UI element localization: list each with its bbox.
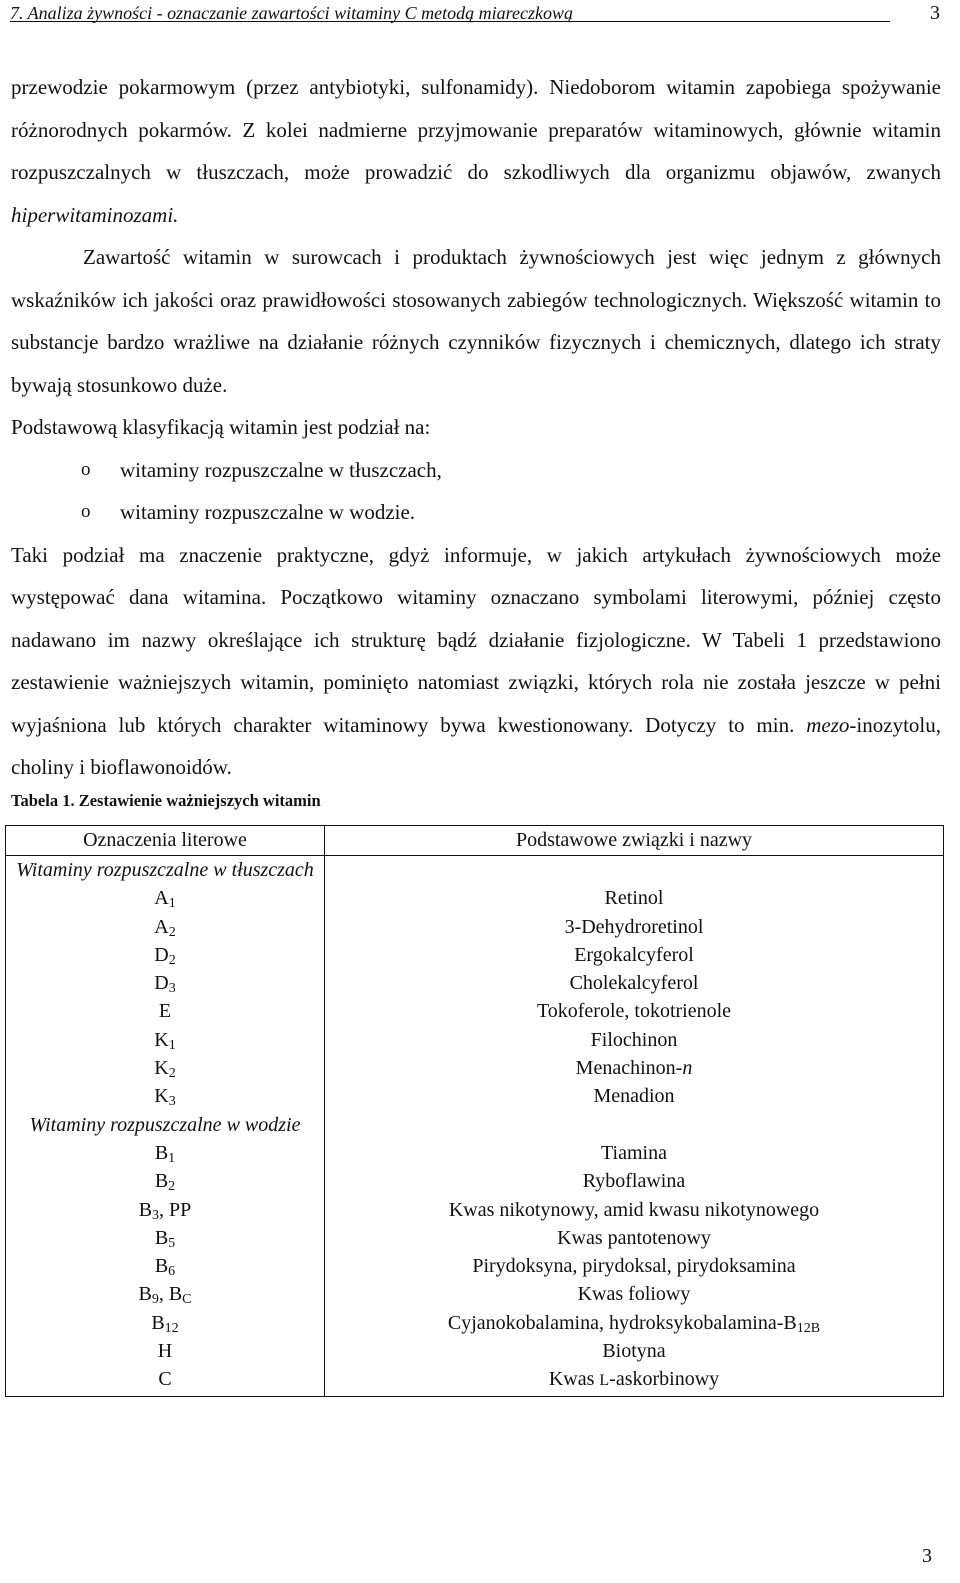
vitamin-name: Cyjanokobalamina, hydroksykobalamina-B [447, 1311, 797, 1334]
header-rule [10, 21, 890, 22]
table-row [6, 969, 944, 997]
paragraph-3: Podstawową klasyfikacją witamin jest podział na: [11, 415, 431, 439]
footer-page-number: 3 [922, 1545, 932, 1567]
vitamin-letter-cell [6, 1139, 325, 1167]
vitamin-name: 3-Dehydroretinol [564, 915, 704, 938]
table-body [6, 856, 944, 1397]
vitamin-letter: B [154, 1255, 169, 1278]
vitamin-subscript: 3 [168, 981, 176, 997]
vitamin-subscript: 1 [168, 1150, 176, 1166]
vitamin-subscript: 1 [168, 896, 176, 912]
vitamin-name-suffix: -askorbinowy [609, 1368, 720, 1391]
vitamin-letter: B [154, 1226, 169, 1249]
vitamin-name: Ryboflawina [582, 1170, 686, 1193]
vitamin-letter: B [138, 1283, 152, 1306]
table-row [6, 941, 944, 969]
vitamin-letter-cell [6, 1252, 325, 1280]
vitamin-subscript: 2 [168, 1179, 176, 1195]
vitamin-letter: B [154, 1170, 169, 1193]
col1-header: Oznaczenia literowe [6, 826, 325, 856]
vitamin-name: Pirydoksyna, pirydoksal, pirydoksamina [472, 1255, 796, 1278]
vitamin-letter: K [154, 1057, 169, 1080]
vitamin-subscript: C [182, 1292, 192, 1308]
table-row [6, 1082, 944, 1110]
table-row [6, 1280, 944, 1308]
table-row [6, 913, 944, 941]
vitamin-name-cell [325, 1365, 944, 1396]
vitamin-name-cell [325, 997, 944, 1025]
vitamin-letter-cell [6, 1224, 325, 1252]
vitamin-letter-cell [6, 1365, 325, 1396]
table-row [6, 997, 944, 1025]
vitamin-name-cell [325, 1196, 944, 1224]
vitamin-name-subscript: 12B [796, 1320, 821, 1336]
vitamin-name: Cholekalcyferol [569, 972, 699, 995]
vitamin-letter-cell [6, 997, 325, 1025]
vitamin-name: Filochinon [590, 1028, 678, 1051]
vitamin-letter: K [154, 1028, 169, 1051]
vitamin-letter: D [154, 972, 169, 995]
vitamin-name-cell [325, 1167, 944, 1195]
body-text [11, 66, 941, 789]
vitamin-name: Kwas [548, 1368, 600, 1391]
vitamin-name-cell [325, 941, 944, 969]
vitamin-letter-suffix: , B [158, 1283, 183, 1306]
vitamin-letter: B [138, 1198, 153, 1221]
classification-list [11, 449, 941, 534]
paragraph-4: Taki podział ma znaczenie praktyczne, gdyż informuje, w jakich artykułach żywnościowych może występować dana witamina. Początkowo witaminy oznaczano symbolami literowymi, później często nadawano im nazwy określające ich strukturę bądź działanie fizjologiczne. W Tabeli 1 przedstawiono zestawienie ważniejszych witamin, pominięto natomiast związki, których rola nie została jeszcze w pełni wyjaśniona lub których charakter witaminowy bywa kwestionowany. Dotyczy to min. mezo-inozytolu, choliny i bioflawonoidów. [11, 542, 941, 779]
vitamin-name-cell [325, 1280, 944, 1308]
vitamins-table [5, 825, 944, 1397]
vitamin-letter-cell [6, 1026, 325, 1054]
vitamin-subscript: 2 [168, 924, 176, 940]
vitamin-name-cell [325, 913, 944, 941]
vitamin-letter: B [151, 1311, 165, 1334]
table-row [6, 884, 944, 912]
table-caption: Tabela 1. Zestawienie ważniejszych witamin [11, 791, 321, 810]
table-row [6, 1026, 944, 1054]
table-row [6, 1167, 944, 1195]
table-row [6, 1196, 944, 1224]
vitamin-letter: A [154, 915, 169, 938]
vitamin-letter-cell [6, 1054, 325, 1082]
vitamin-name-italic: n [682, 1057, 693, 1080]
vitamin-name-cell [325, 969, 944, 997]
group-row [6, 1111, 944, 1139]
vitamin-name: Tiamina [601, 1141, 667, 1164]
table-row [6, 1337, 944, 1365]
list-item: o witaminy rozpuszczalne w wodzie. [11, 491, 941, 534]
vitamin-letter-cell [6, 1309, 325, 1337]
vitamin-letter-cell [6, 884, 325, 912]
vitamin-name: Retinol [604, 887, 664, 910]
vitamin-letter-cell [6, 1082, 325, 1110]
vitamin-name-smallcaps: L [599, 1372, 610, 1390]
vitamin-letter: C [158, 1368, 172, 1391]
vitamin-name-cell [325, 1309, 944, 1337]
table-row [6, 1252, 944, 1280]
table-row [6, 1365, 944, 1396]
vitamin-letter-cell [6, 941, 325, 969]
vitamin-letter-cell [6, 969, 325, 997]
table-row [6, 1139, 944, 1167]
vitamin-letter: K [154, 1085, 169, 1108]
vitamin-letter: D [154, 943, 169, 966]
vitamin-name: Kwas pantotenowy [557, 1226, 711, 1249]
vitamin-letter: A [154, 887, 169, 910]
vitamin-name: Kwas nikotynowy, amid kwasu nikotynowego [448, 1198, 820, 1221]
vitamin-name-cell [325, 1026, 944, 1054]
paragraph-1: przewodzie pokarmowym (przez antybiotyki, sulfonamidy). Niedoborom witamin zapobiega spożywanie różnorodnych pokarmów. Z kolei nadmierne przyjmowanie preparatów witaminowych, głównie witamin rozpuszczalnych w tłuszczach, może prowadzić do szkodliwych dla organizmu objawów, zwanych hiperwitaminozami. [11, 75, 941, 227]
table-row [6, 1309, 944, 1337]
vitamin-name-cell [325, 1252, 944, 1280]
vitamin-subscript: 2 [168, 1066, 176, 1082]
vitamin-name: Ergokalcyferol [574, 943, 694, 966]
col2-header: Podstawowe związki i nazwy [325, 826, 944, 856]
table-header-row [6, 826, 944, 856]
vitamin-letter-cell [6, 1196, 325, 1224]
vitamin-subscript: 1 [168, 1037, 176, 1053]
vitamin-name-cell [325, 1337, 944, 1365]
table-row [6, 1224, 944, 1252]
header-page-number: 3 [930, 2, 940, 24]
vitamin-subscript: 2 [168, 952, 176, 968]
table-row [6, 1054, 944, 1082]
vitamin-name: Biotyna [602, 1340, 666, 1363]
group-label: Witaminy rozpuszczalne w tłuszczach [6, 856, 325, 885]
vitamin-name: Menachinon- [575, 1057, 683, 1080]
vitamin-name: Kwas foliowy [577, 1283, 691, 1306]
vitamin-subscript: 6 [168, 1264, 176, 1280]
vitamin-name-cell [325, 884, 944, 912]
vitamin-subscript: 5 [168, 1235, 176, 1251]
group-empty-cell [325, 856, 944, 885]
header-title: 7. Analiza żywności - oznaczanie zawartości witaminy C metodą miareczkową [10, 3, 573, 23]
vitamin-letter: E [158, 1000, 172, 1023]
paragraph-2: Zawartość witamin w surowcach i produktach żywnościowych jest więc jednym z głównych wskaźników ich jakości oraz prawidłowości stosowanych zabiegów technologicznych. Większość witamin to substancje bardzo wrażliwe na działanie różnych czynników fizycznych i chemicznych, dlatego ich straty bywają stosunkowo duże. [11, 245, 941, 397]
vitamin-letter: H [157, 1340, 173, 1363]
vitamin-subscript: 9 [151, 1292, 159, 1308]
vitamin-subscript: 12 [164, 1320, 179, 1336]
vitamin-name-cell [325, 1054, 944, 1082]
vitamin-letter: B [154, 1141, 169, 1164]
vitamin-letter-cell [6, 1280, 325, 1308]
vitamin-name-cell [325, 1224, 944, 1252]
vitamin-subscript: 3 [168, 1094, 176, 1110]
group-label: Witaminy rozpuszczalne w wodzie [6, 1111, 325, 1139]
bullet-icon: o [81, 458, 91, 480]
group-row [6, 856, 944, 885]
vitamin-subscript: 3 [152, 1207, 160, 1223]
vitamin-name-cell [325, 1082, 944, 1110]
vitamin-letter-cell [6, 913, 325, 941]
list-item: o witaminy rozpuszczalne w tłuszczach, [11, 449, 941, 492]
vitamin-name-cell [325, 1139, 944, 1167]
vitamin-letter-cell [6, 1337, 325, 1365]
group-empty-cell [325, 1111, 944, 1139]
vitamin-name: Menadion [593, 1085, 675, 1108]
bullet-icon: o [81, 501, 91, 522]
vitamin-letter-suffix: , PP [159, 1198, 192, 1221]
vitamin-letter-cell [6, 1167, 325, 1195]
vitamin-name: Tokoferole, tokotrienole [536, 1000, 732, 1023]
page-header [10, 2, 940, 26]
